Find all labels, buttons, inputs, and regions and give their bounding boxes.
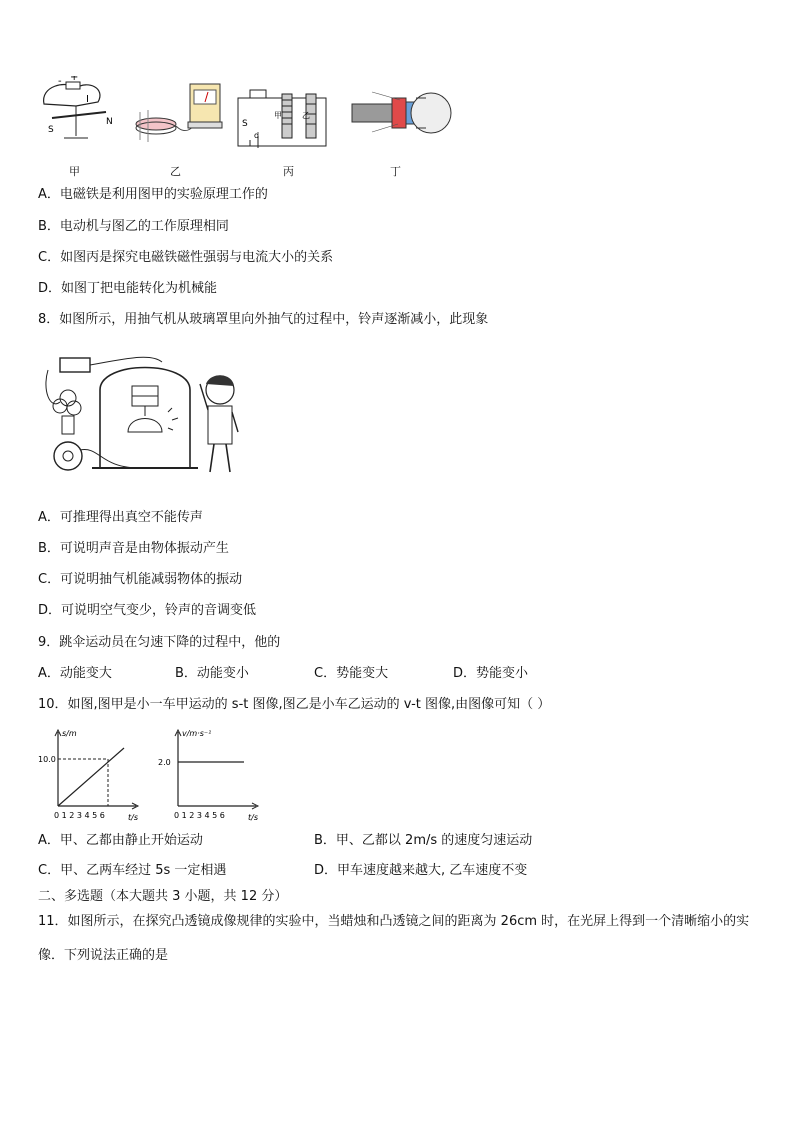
q7-option-d: D．如图丁把电能转化为机械能	[38, 281, 218, 296]
vt-ytick: 2.0	[158, 758, 171, 767]
fig-jia-plus: +	[70, 76, 79, 83]
q8-option-d: D．可说明空气变少，铃声的音调变低	[38, 603, 257, 618]
figure-caption-yi: 乙	[170, 165, 181, 178]
fig-bing-S: S	[242, 119, 248, 129]
bell-jar-illustration	[40, 350, 254, 478]
figure-caption-jia: 甲	[69, 165, 80, 178]
st-ylabel: s/m	[62, 729, 77, 738]
q10-option-c: C．甲、乙两车经过 5s 一定相遇	[38, 863, 227, 878]
figure-caption-ding: 丁	[390, 165, 401, 178]
st-xticks: 0 1 2 3 4 5 6	[54, 811, 105, 820]
fig-bing-yi: 乙	[302, 111, 310, 120]
q9-option-d: D．势能变小	[453, 666, 529, 681]
st-graph	[38, 726, 142, 822]
vt-xlabel: t/s	[248, 813, 258, 822]
vt-graph	[158, 726, 262, 822]
fig-jia-N: N	[106, 117, 113, 127]
q9-stem: 9．跳伞运动员在匀速下降的过程中，他的	[38, 635, 281, 650]
q7-option-c: C．如图丙是探究电磁铁磁性强弱与电流大小的关系	[38, 250, 334, 265]
q10-option-b: B．甲、乙都以 2m/s 的速度匀速运动	[314, 833, 533, 848]
q9-option-c: C．势能变大	[314, 666, 389, 681]
q7-figure-strip	[36, 76, 456, 158]
figure-yi	[136, 84, 222, 142]
q10-stem: 10．如图,图甲是小一车甲运动的 s-t 图像,图乙是小车乙运动的 v-t 图像,由图像可知（ ）	[38, 697, 551, 712]
q7-option-b: B．电动机与图乙的工作原理相同	[38, 219, 229, 234]
q8-option-a: A．可推理得出真空不能传声	[38, 510, 203, 525]
fig-jia-minus: -	[58, 76, 62, 87]
st-xlabel: t/s	[128, 813, 138, 822]
q10-option-d: D．甲车速度越来越大, 乙车速度不变	[314, 863, 528, 878]
figure-caption-bing: 丙	[283, 165, 294, 178]
q9-option-b: B．动能变小	[175, 666, 249, 681]
vt-xticks: 0 1 2 3 4 5 6	[174, 811, 225, 820]
q8-option-c: C．可说明抽气机能减弱物体的振动	[38, 572, 243, 587]
q8-stem: 8．如图所示，用抽气机从玻璃罩里向外抽气的过程中，铃声逐渐减小，此现象	[38, 312, 489, 327]
q10-graph-yi	[158, 726, 262, 822]
q7-option-a: A．电磁铁是利用图甲的实验原理工作的	[38, 187, 268, 202]
figure-bing	[238, 90, 326, 148]
figure-ding	[352, 92, 451, 133]
q11-stem: 11．如图所示，在探究凸透镜成像规律的实验中，当蜡烛和凸透镜之间的距离为 26cm 时，在光屏上得到一个清晰缩小的实像．下列说法正确的是	[38, 914, 750, 963]
q10-graph-jia	[38, 726, 142, 822]
q8-figure	[40, 350, 254, 478]
q7-figures	[36, 76, 456, 158]
fig-jia-S: S	[48, 125, 54, 135]
q9-option-a: A．动能变大	[38, 666, 112, 681]
fig-jia-I: I	[86, 94, 89, 105]
figure-jia	[44, 76, 113, 138]
q10-option-a: A．甲、乙都由静止开始运动	[38, 833, 203, 848]
fig-bing-d: d	[254, 131, 260, 140]
fig-bing-jia: 甲	[274, 111, 282, 120]
q8-option-b: B．可说明声音是由物体振动产生	[38, 541, 229, 556]
st-ytick: 10.0	[38, 755, 56, 764]
section-title-multiple-choice: 二、多选题（本大题共 3 小题，共 12 分）	[38, 889, 288, 904]
vt-ylabel: v/m·s⁻¹	[182, 729, 212, 738]
